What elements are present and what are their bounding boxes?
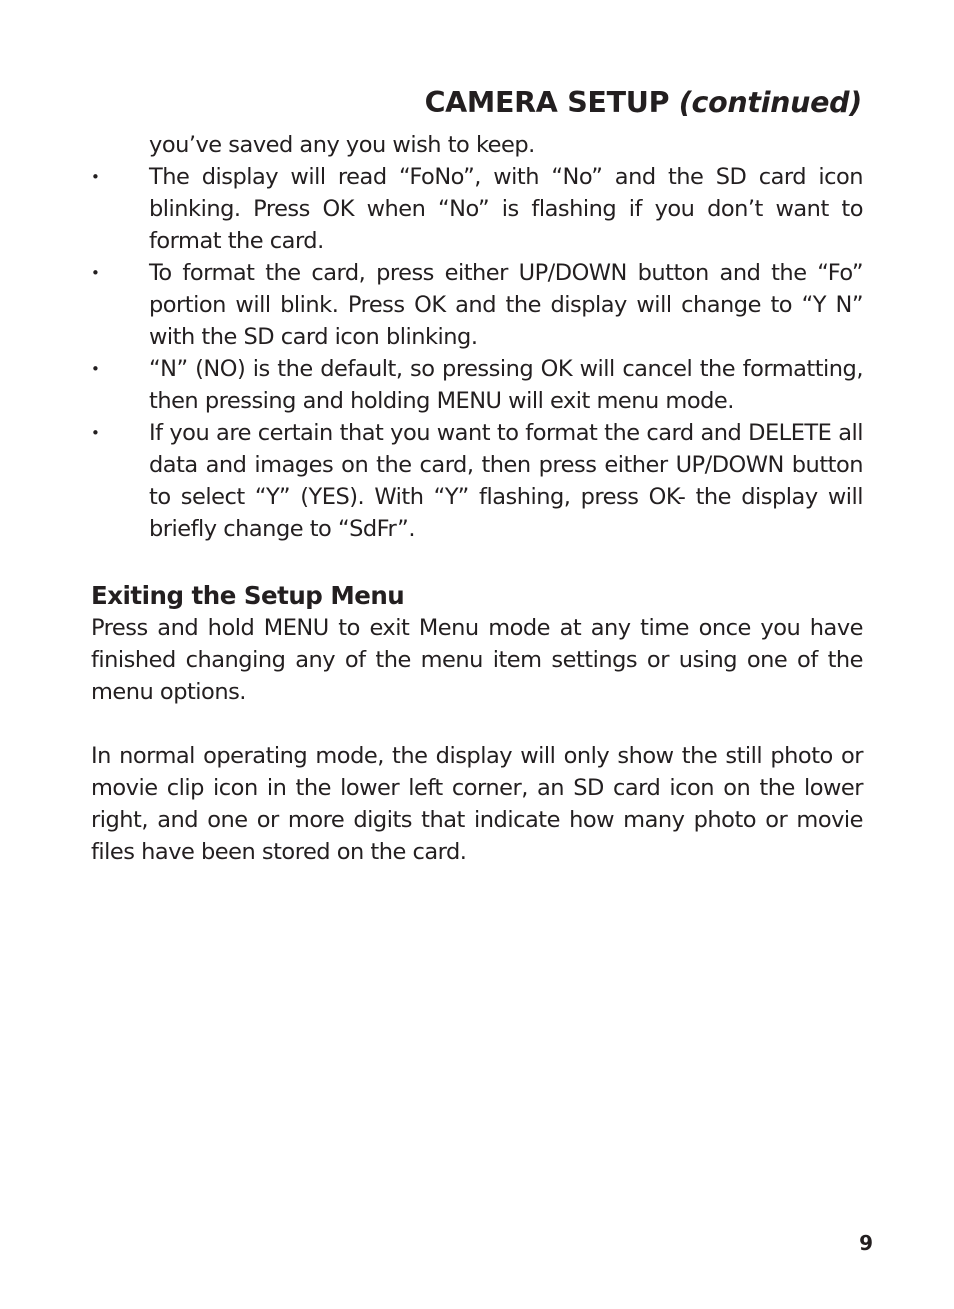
section-paragraph: Press and hold MENU to exit Menu mode at any time once you have finished changing any of the menu item settings or using one of the menu options. xyxy=(91,615,863,705)
header-title: CAMERA SETUP xyxy=(424,86,670,119)
continuation-text: you’ve saved any you wish to keep. xyxy=(149,132,535,158)
section-paragraph: In normal operating mode, the display will only show the still photo or movie clip icon in the lower left corner, an SD card icon on the lower right, and one or more digits that indicate how many photo or movie files have been stored on the card. xyxy=(91,743,863,865)
header-continued: (continued) xyxy=(678,86,862,119)
bullet-icon: • xyxy=(91,168,100,186)
list-item-text: If you are certain that you want to format the card and DELETE all data and images on the card, then press either UP/DOWN button to select “Y” (YES). With “Y” flashing, press OK- the display will briefly change to “SdFr”. xyxy=(149,420,863,542)
list-item xyxy=(91,353,863,417)
page-content xyxy=(91,129,863,868)
list-item-text: The display will read “FoNo”, with “No” and the SD card icon blinking. Press OK when “No” is flashing if you don’t want to format the card. xyxy=(149,164,863,254)
section-heading: Exiting the Setup Menu xyxy=(91,581,405,610)
bullet-icon: • xyxy=(91,360,100,378)
list-item-text: To format the card, press either UP/DOWN button and the “Fo” portion will blink. Press OK and the display will change to “Y N” with the SD card icon blinking. xyxy=(149,260,863,350)
bullet-icon: • xyxy=(91,424,100,442)
list-item-text: “N” (NO) is the default, so pressing OK will cancel the formatting, then pressing and holding MENU will exit menu mode. xyxy=(149,356,863,414)
bullet-icon: • xyxy=(91,264,100,282)
page-number: 9 xyxy=(859,1231,873,1255)
list-item xyxy=(91,417,863,545)
list-item xyxy=(91,257,863,353)
bullet-list xyxy=(91,161,863,545)
page-header xyxy=(425,86,862,119)
list-item xyxy=(91,161,863,257)
